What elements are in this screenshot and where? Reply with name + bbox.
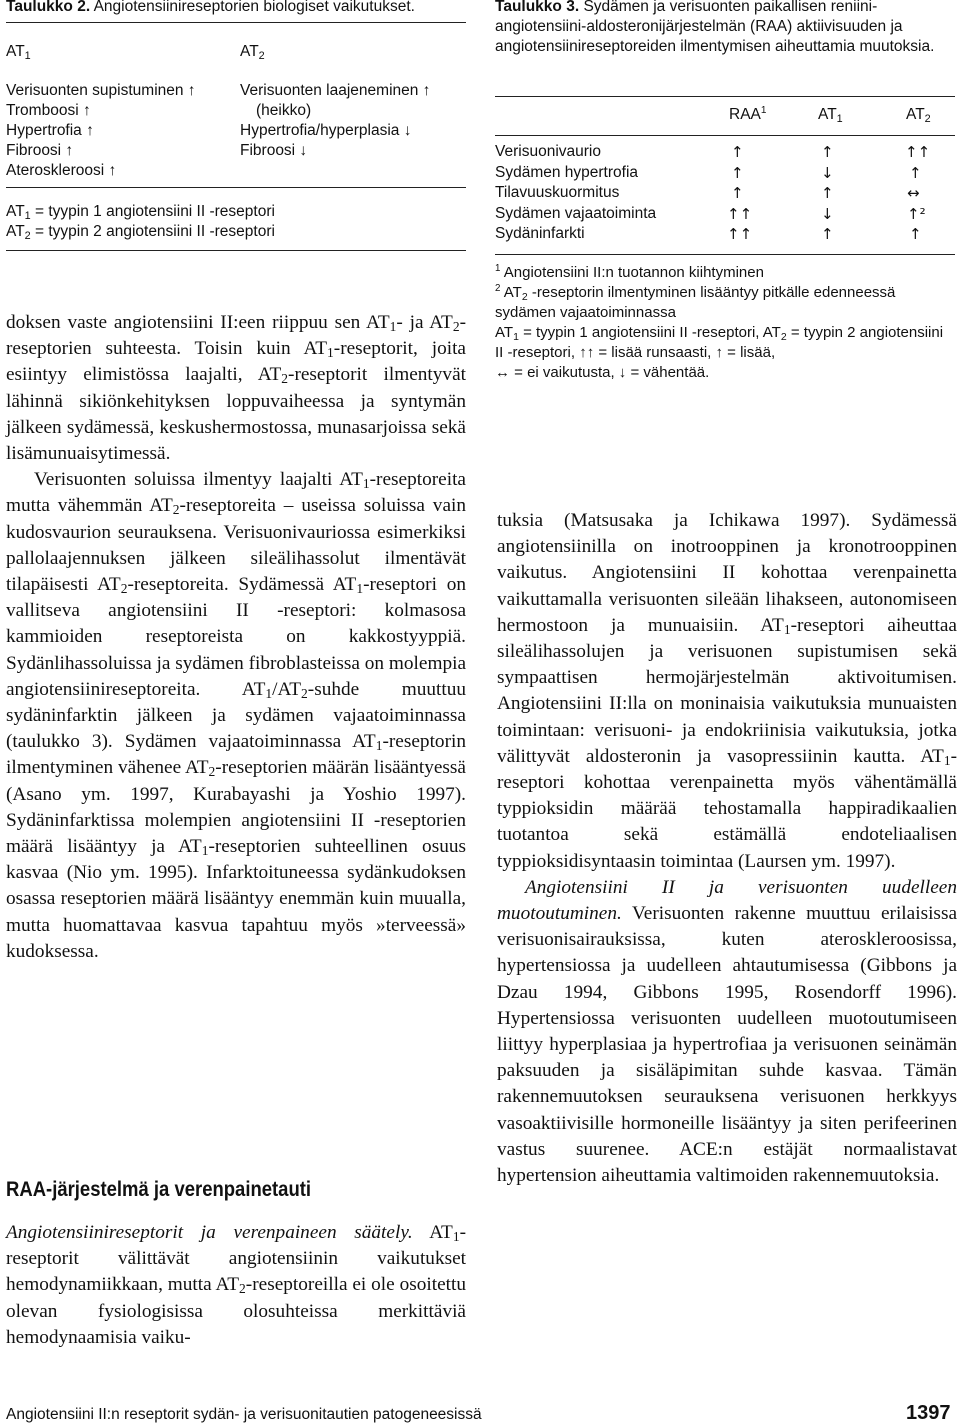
table2-caption: Taulukko 2. Angiotensiinireseptorien biologiset vaikutukset. [6, 0, 415, 15]
table3-row-label: Verisuonivaurio [495, 143, 601, 160]
table3-footnote-2: $^2$ $AT_2$ -reseptorin ilmentyminen lisääntyy pitkälle edenneessä sydämen vajaatoiminnassa [495, 283, 896, 321]
arrow-icon: ↑ [731, 163, 744, 182]
section-heading: RAA-järjestelmä ja verenpainetauti [6, 1178, 312, 1201]
table2-col1-item: Ateroskleroosi ↑ [6, 162, 117, 179]
arrow-icon: ↑ [821, 143, 834, 161]
table2-col2-item: Verisuonten laajeneminen ↑ [240, 82, 431, 99]
table3-row-label: Sydämen hypertrofia [495, 163, 639, 181]
arrow-icon: ↑ [909, 225, 922, 243]
table3-top-rule [495, 96, 955, 97]
table3-header-raa: RAA$^1$ [729, 105, 767, 123]
table3-row [495, 163, 955, 184]
table2-col2-list [240, 81, 430, 161]
table2-col1-item: Fibroosi ↑ [6, 142, 74, 159]
table2-col1-item: Verisuonten supistuminen ↑ [6, 82, 196, 99]
table2-legend-at2: $AT_2$ = tyypin 2 angiotensiini II -reseptori [6, 223, 275, 242]
left-column-text-2 [6, 1220, 466, 1351]
table3-row-label: Sydämen vajaatoiminta [495, 204, 657, 222]
arrow-icon: ↑↑ [905, 143, 931, 161]
table3-header-at2: $AT_2$ [906, 106, 931, 125]
table3-caption: Taulukko 3. Sydämen ja verisuonten paikallisen reniini-angiotensiini-aldosteronijärjestelmän (RAA) aktiivisuuden ja angiotensiinireseptoreiden ilmentymisen aiheuttamia muutoksia. [495, 0, 935, 55]
arrow-icon: ↓ [821, 163, 834, 182]
running-title: Angiotensiini II:n reseptorit sydän- ja verisuonitautien patogeneesissä [6, 1406, 482, 1423]
left-column-text [6, 310, 466, 965]
paragraph: Angiotensiini II ja verisuonten uudelleen muotoutuminen. Verisuonten rakenne muuttuu erilaisissa verisuonisairauksissa, kuten ateroskleroosissa, hypertensiossa ja uudelleen ahtautumisessa (Gibbons ja Dzau 1994, Gibbons 1995, Rosendorff 1996). Hypertensiossa verisuonten uudelleen muotoutumiseen liittyy hyperplasiaa ja hypertrofiaa ja verisuonen seinämän paksuuden ja sisäläpimitan suhde kasvaa. Tämän rakennemuutoksen seurauksena verisuonen herkkyys vasoaktiivisille hormoneille lisääntyy ja siten perifeerinen vastus suurenee. ACE:n estäjät normaalistavat hypertension aiheuttamia valtimoiden rakennemuutoksia. [497, 876, 957, 1187]
table3-row [495, 224, 955, 245]
table3-body [495, 142, 955, 252]
table2-col2-item: Fibroosi ↓ [240, 142, 308, 159]
table3-mid-rule [495, 135, 955, 136]
paragraph: Verisuonten soluissa ilmentyy laajalti $AT_1$-reseptoreita mutta vähemmän $AT_2$-reseptoreita – useissa soluissa vain kudosvaurion seurauksena. Verisuonivauriossa esimerkiksi pallolaajennuksen jälkeen sileälihassolut ilmentävät tilapäisesti $AT_2$-reseptoreita. Sydämessä $AT_1$-reseptori on vallitseva angiotensiini II -reseptori: kolmasosa kammioiden reseptoreista on kakkostyyppiä. Sydänlihassoluissa ja sydämen fibroblasteissa on molempia angiotensiinireseptoreita. $AT_1/AT_2$-suhde muuttuu sydäninfarktin jälkeen ja sydämen vajaatoiminnassa (taulukko 3). Sydämen vajaatoiminnassa $AT_1$-reseptorin ilmentyminen vähenee $AT_2$-reseptorien määrän lisääntyessä (Asano ym. 1997, Kurabayashi ja Yoshio 1997). Sydäninfarktissa molempien angiotensiini II -reseptorien määrä lisääntyy ja $AT_1$-reseptorien suhteellinen osuus kasvaa (Nio ym. 1995). Infarktoituneessa sydänkudoksen osassa reseptorien määrä lisääntyy enemmän kuin muualla, mutta huomattavaa kasvua tapahtuu myös »terveessä» kudoksessa. [6, 469, 467, 962]
arrow-icon: ↑↑ [727, 204, 753, 223]
arrow-icon: ↑ [821, 184, 834, 202]
table3-footnotes [495, 263, 950, 383]
table2-bottom-rule [6, 250, 466, 251]
arrow-icon: ↑ [909, 163, 922, 182]
arrow-icon: ↑ [731, 184, 744, 202]
table2-col2-header: $AT_2$ [240, 43, 265, 62]
right-column-text [497, 508, 957, 1189]
table2-top-rule [6, 22, 466, 23]
table3-row [495, 204, 955, 225]
table3-row [495, 142, 955, 163]
page-number: 1397 [906, 1402, 951, 1424]
table2-col2-item: Hypertrofia/hyperplasia ↓ [240, 122, 412, 139]
table3-header-at1: $AT_1$ [818, 106, 843, 125]
table3-row [495, 183, 955, 204]
table3-row-label: Tilavuuskuormitus [495, 184, 620, 201]
table3-row-label: Sydäninfarkti [495, 225, 585, 242]
arrow-icon: ↑ [731, 143, 744, 161]
table2-col2-item: (heikko) [256, 102, 312, 119]
table2-mid-rule [6, 187, 466, 188]
table3-header-row [495, 105, 955, 129]
paragraph: Angiotensiinireseptorit ja verenpaineen säätely. $AT_1$-reseptorit välittävät angiotensiinin vaikutukset hemodynamiikkaan, mutta $AT_2$-reseptoreilla ei ole osoitettu olevan fysiologisissa olosuhteissa merkittäviä hemodynaamisia vaiku- [6, 1222, 466, 1348]
arrow-icon: ↑↑ [727, 225, 753, 243]
arrow-icon: ↑² [907, 204, 926, 223]
table2-col1-item: Tromboosi ↑ [6, 102, 91, 119]
table2-col1-header: $AT_1$ [6, 43, 31, 62]
table2-legend-at1: $AT_1$ = tyypin 1 angiotensiini II -reseptori [6, 203, 275, 222]
table3-bottom-rule [495, 254, 955, 255]
table3-footnote-3: $AT_1$ = tyypin 1 angiotensiini II -reseptori, $AT_2$ = tyypin 2 angiotensiini II -reseptori, ↑↑ = lisää runsaasti, ↑ = lisää, [495, 324, 944, 361]
table3-footnote-4: ↔ = ei vaikutusta, ↓ = vähentää. [495, 364, 710, 381]
table2-col1-item: Hypertrofia ↑ [6, 122, 94, 139]
table3-footnote-1: $^1$ Angiotensiini II:n tuotannon kiihtyminen [495, 263, 764, 281]
paragraph: doksen vaste angiotensiini II:een riippuu sen $AT_1-$ ja $AT_2$-reseptorien suhteesta. Toisin kuin $AT_1$-reseptorit, joita esiintyy elimistössa laajalti, $AT_2$-reseptorit ilmentyvät lähinnä sikiönkehityksen loppuvaiheessa ja syntymän jälkeen sydämessä, keskushermostossa, munasarjoissa sekä lisämunuaisytimessä. [6, 312, 466, 465]
arrow-icon: ↓ [821, 204, 834, 223]
arrow-icon: ↑ [821, 225, 834, 243]
arrow-icon: ↔ [907, 184, 920, 202]
table2-legend [6, 202, 275, 242]
paragraph: tuksia (Matsusaka ja Ichikawa 1997). Sydämessä angiotensiinilla on inotrooppinen ja kronotrooppinen vaikutus. Angiotensiini II kohottaa verenpainetta vaikuttamalla verisuonten sileään lihakseen, autonomiseen hermostoon ja munuaisiin. $AT_1$-reseptori aiheuttaa sileälihassolujen ja verisuonen supistumisen sekä sympaattisen hermojärjestelmän aktivoitumisen. Angiotensiini II:lla on moninaisia vaikutuksia munuaisten toimintaan: verisuoni- ja endokriinisia vaikutuksia, jotka välittyvät aldosteronin ja vasopressiinin kautta. $AT_1$-reseptori kohottaa verenpainetta myös vähentämällä typpioksidin määrää tehostamalla happiradikaalien tuotantoa sekä estämällä endoteliaalisen typpioksidisyntaasin toimintaa (Laursen ym. 1997). [497, 510, 957, 872]
table2-col1-list [6, 81, 196, 181]
